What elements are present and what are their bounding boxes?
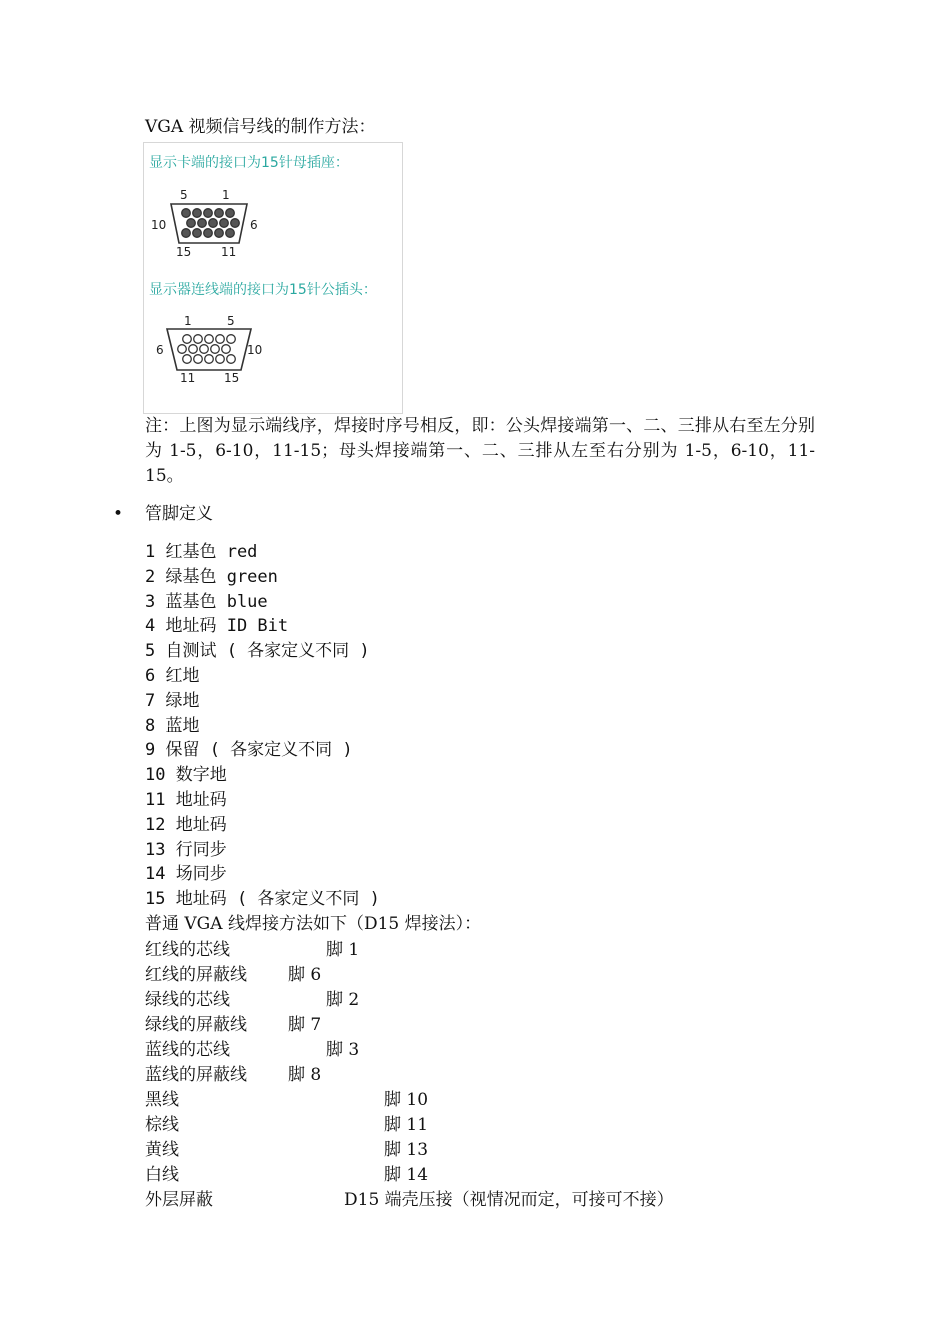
weld-method-title: 普通 VGA 线焊接方法如下（D15 焊接法）：	[145, 914, 482, 934]
wire-pin: 脚 14	[384, 1165, 429, 1185]
vga-connector-figure	[143, 142, 403, 414]
pin-definition-item: 12 地址码	[145, 814, 227, 835]
weld-row	[0, 1013, 950, 1038]
wire-pin: 脚 7	[288, 1015, 322, 1035]
pin-definition-item: 14 场同步	[145, 864, 227, 885]
male-label-top-left: 1	[184, 314, 192, 328]
connector-pin	[193, 209, 202, 218]
pin-definition-item: 6 红地	[145, 665, 200, 686]
weld-row	[0, 1163, 950, 1188]
connector-pin	[227, 335, 236, 344]
wire-name: 绿线的屏蔽线	[145, 1015, 247, 1035]
connector-pin	[227, 355, 236, 364]
pin-definition-list	[145, 540, 380, 912]
connector-pin	[222, 345, 231, 354]
connector-pin	[215, 209, 224, 218]
weld-row	[0, 938, 950, 963]
wire-pin: 脚 11	[384, 1115, 429, 1135]
weld-row	[0, 1088, 950, 1113]
wire-pin: 脚 8	[288, 1065, 322, 1085]
female-label-left: 10	[151, 218, 167, 232]
pin-definition-item: 7 绿地	[145, 690, 200, 711]
connector-pin	[182, 229, 191, 238]
connector-pin	[194, 335, 203, 344]
wire-name: 黑线	[145, 1090, 179, 1110]
connector-pin	[231, 219, 240, 228]
connector-pin	[216, 335, 225, 344]
male-label-right: 10	[247, 343, 263, 357]
wire-name: 绿线的芯线	[145, 990, 230, 1010]
wire-name: 蓝线的芯线	[145, 1040, 230, 1060]
male-label-bottom-left: 11	[180, 371, 196, 385]
weld-row	[0, 1063, 950, 1088]
connector-pin	[178, 345, 187, 354]
connector-pin	[198, 219, 207, 228]
bullet: •	[113, 504, 124, 524]
connector-pin	[215, 229, 224, 238]
weld-row	[0, 1113, 950, 1138]
connector-pin	[211, 345, 220, 354]
female-label-bottom-left: 15	[176, 245, 192, 259]
male-caption: 显示器连线端的接口为15针公插头：	[149, 282, 377, 298]
pin-definition-item: 2 绿基色 green	[145, 566, 278, 587]
connector-pin	[216, 355, 225, 364]
female-label-top-left: 5	[180, 188, 188, 202]
pin-definition-item: 4 地址码 ID Bit	[145, 616, 289, 637]
page-title: VGA 视频信号线的制作方法：	[145, 117, 376, 137]
female-pins	[182, 209, 240, 238]
pin-definition-item: 10 数字地	[145, 765, 227, 786]
wire-pin: 脚 1	[326, 940, 360, 960]
pin-definition-item: 5 自测试 ( 各家定义不同 )	[145, 641, 370, 662]
male-pins	[178, 335, 236, 364]
pin-definition-item: 15 地址码 ( 各家定义不同 )	[145, 889, 380, 910]
male-label-top-right: 5	[227, 314, 235, 328]
connector-pin	[209, 219, 218, 228]
wire-pin: 脚 2	[326, 990, 360, 1010]
wire-name: 黄线	[145, 1140, 179, 1160]
wire-pin: 脚 10	[384, 1090, 429, 1110]
weld-row	[0, 988, 950, 1013]
connector-pin	[204, 209, 213, 218]
pin-definition-item: 8 蓝地	[145, 715, 200, 736]
connector-pin	[204, 229, 213, 238]
connector-pin	[187, 219, 196, 228]
connector-pin	[226, 229, 235, 238]
vga-diagram	[144, 143, 402, 413]
wiring-note: 注：上图为显示端线序，焊接时序号相反，即：公头焊接端第一、二、三排从右至左分别为 1-5，6-10，11-15；母头焊接端第一、二、三排从左至右分别为 1-5，6-10，11-15。	[145, 416, 815, 486]
wire-name: 红线的芯线	[145, 940, 230, 960]
weld-row	[0, 1138, 950, 1163]
wire-pin: 脚 13	[384, 1140, 429, 1160]
pin-definition-item: 3 蓝基色 blue	[145, 591, 268, 612]
connector-pin	[194, 355, 203, 364]
connector-pin	[182, 209, 191, 218]
weld-row	[0, 1038, 950, 1063]
connector-pin	[189, 345, 198, 354]
weld-row	[0, 963, 950, 988]
wire-pin: D15 端壳压接（视情况而定，可接可不接）	[344, 1190, 674, 1210]
pin-section-title: 管脚定义	[145, 504, 213, 524]
connector-pin	[193, 229, 202, 238]
pin-definition-item: 11 地址码	[145, 789, 227, 810]
wire-name: 外层屏蔽	[145, 1190, 213, 1210]
wire-name: 蓝线的屏蔽线	[145, 1065, 247, 1085]
pin-definition-item: 1 红基色 red	[145, 542, 258, 562]
wire-pin: 脚 6	[288, 965, 322, 985]
connector-pin	[183, 335, 192, 344]
female-label-right: 6	[250, 218, 258, 232]
female-label-bottom-right: 11	[221, 245, 237, 259]
connector-pin	[205, 335, 214, 344]
connector-pin	[183, 355, 192, 364]
wire-pin: 脚 3	[326, 1040, 360, 1060]
connector-pin	[226, 209, 235, 218]
pin-definition-item: 9 保留 ( 各家定义不同 )	[145, 740, 353, 761]
pin-definition-item: 13 行同步	[145, 839, 227, 860]
male-label-left: 6	[156, 343, 164, 357]
wire-name: 白线	[145, 1165, 179, 1185]
connector-pin	[205, 355, 214, 364]
male-label-bottom-right: 15	[224, 371, 240, 385]
connector-pin	[220, 219, 229, 228]
wire-name: 红线的屏蔽线	[145, 965, 247, 985]
female-label-top-right: 1	[222, 188, 230, 202]
wire-name: 棕线	[145, 1115, 179, 1135]
female-caption: 显示卡端的接口为15针母插座：	[149, 155, 349, 171]
connector-pin	[200, 345, 209, 354]
weld-row	[0, 1188, 950, 1213]
